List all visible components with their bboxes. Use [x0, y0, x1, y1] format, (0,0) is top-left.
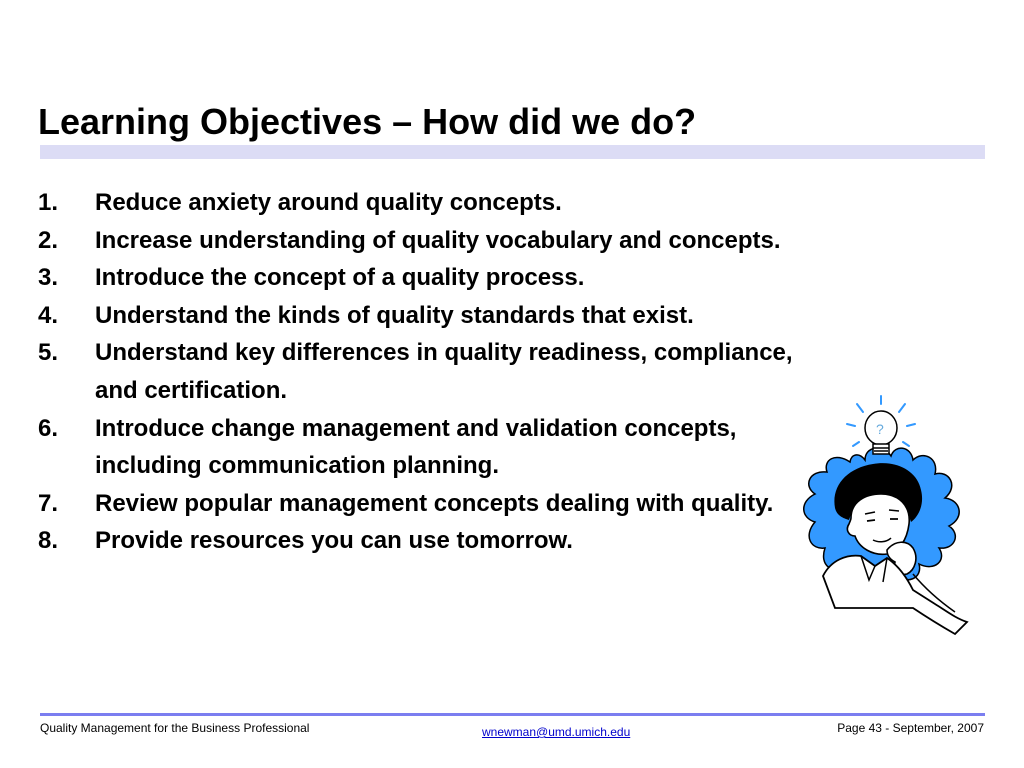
- objective-text: Understand key differences in quality readiness, compliance, and certification.: [95, 339, 793, 404]
- objective-item-7: [38, 485, 818, 523]
- thinking-man-lightbulb-icon: [795, 390, 990, 640]
- objective-item-4: [38, 297, 818, 335]
- objective-text: Increase understanding of quality vocabulary and concepts.: [95, 226, 781, 254]
- objectives-list: [38, 184, 818, 560]
- objective-text: Provide resources you can use tomorrow.: [95, 527, 573, 555]
- objective-item-3: [38, 259, 818, 297]
- footer-page-date: Page 43 - September, 2007: [837, 721, 984, 735]
- objective-number: 8.: [38, 527, 59, 555]
- objective-text: Reduce anxiety around quality concepts.: [95, 189, 562, 216]
- objective-item-5: [38, 334, 818, 409]
- footer-email-link[interactable]: wnewman@umd.umich.edu: [482, 725, 631, 739]
- objective-text: Understand the kinds of quality standards that exist.: [95, 301, 694, 329]
- shirt: [823, 556, 967, 634]
- objective-item-6: [38, 410, 818, 485]
- objective-item-8: [38, 522, 818, 560]
- objective-item-1: [38, 184, 818, 222]
- objective-number: 4.: [38, 301, 59, 329]
- slide-title: Learning Objectives – How did we do?: [38, 101, 697, 142]
- title-underline-bar: [40, 145, 985, 159]
- objective-number: 7.: [38, 489, 59, 517]
- objective-text: Review popular management concepts dealing with quality.: [95, 489, 774, 517]
- objective-number: 3.: [38, 264, 59, 292]
- objective-number: 6.: [38, 414, 59, 442]
- footer-divider: [40, 713, 985, 716]
- objective-number: 2.: [38, 226, 59, 254]
- objective-number: 5.: [38, 339, 59, 367]
- objective-text: Introduce the concept of a quality process.: [95, 264, 585, 292]
- question-mark: ?: [876, 421, 884, 437]
- footer-course-title: Quality Management for the Business Professional: [40, 721, 310, 735]
- objective-number: 1.: [38, 189, 59, 216]
- objective-item-2: [38, 222, 818, 260]
- objective-text: Introduce change management and validation concepts, including communication planning.: [95, 414, 737, 480]
